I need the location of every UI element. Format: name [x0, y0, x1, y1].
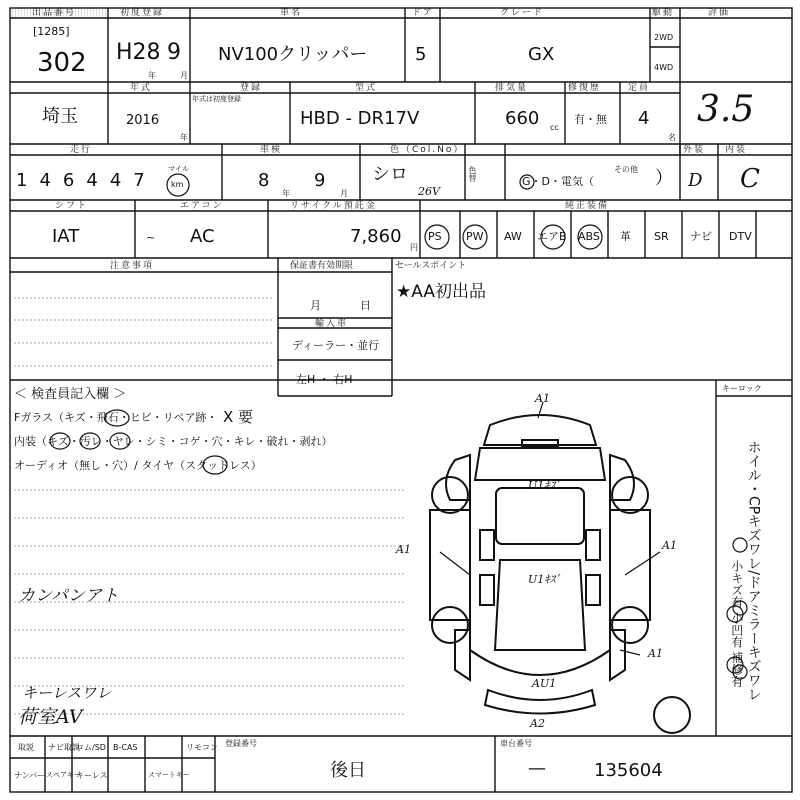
label-chassis-no: 車台番号 [500, 739, 532, 748]
inspection-month: 8 [258, 170, 270, 191]
paint-close: ） [655, 168, 673, 189]
model-code: HBD - DR17V [300, 108, 420, 129]
region-value: 埼玉 [42, 106, 78, 127]
label-sales-point: セールスポイント [395, 261, 467, 271]
equip-abs: ABS [578, 230, 600, 243]
mileage-digit: 1 [16, 170, 40, 191]
drive-2wd: 2WD [654, 33, 674, 42]
equip-ps: PS [428, 230, 442, 243]
label-grade: グレード [500, 8, 545, 18]
label-equipment: 純正装備 [565, 201, 610, 211]
label-reg-no: 登録番号 [225, 739, 257, 748]
bottom-label-plate: ナンバー [14, 771, 46, 780]
bottom-label-manual: 取説 [18, 743, 34, 752]
mileage-digit: 4 [86, 170, 110, 191]
diagram-mark-roof-rear: U1ｷｽﾞ [528, 573, 561, 586]
yen-unit: 円 [410, 243, 418, 252]
handle-side: 左H ・ 右H [296, 373, 353, 386]
aircon-mark: ~ [146, 231, 156, 244]
color-change-label: 色替 [468, 166, 477, 182]
equip-sunroof: SR [654, 230, 669, 243]
label-seats: 定員 [628, 83, 651, 93]
equip-airbag: エアB [537, 230, 567, 243]
diagram-mark-left: A1 [396, 543, 411, 556]
cc-unit: cc [550, 123, 559, 132]
diagram-mark-rear-right: A1 [648, 647, 663, 660]
bottom-label-keyless: キーレス [76, 771, 108, 780]
mileage-digit: 4 [109, 170, 134, 191]
seats-value: 4 [638, 108, 650, 129]
label-car-name: 車名 [280, 8, 303, 18]
model-year-value: 2016 [126, 113, 160, 128]
warranty-day: 日 [360, 299, 371, 312]
label-reg-year: 初度登録 [120, 8, 165, 18]
inspection-day-unit: 月 [340, 189, 348, 198]
sales-point-text: ★AA初出品 [396, 282, 486, 302]
equip-leather: 革 [620, 230, 631, 243]
mileage-mile-unit: マイル [168, 165, 189, 173]
bottom-label-bcas: B-CAS [113, 743, 138, 752]
inspection-day: 9 [314, 170, 326, 191]
reg-year-unit: 年 [148, 71, 156, 80]
mileage-digit: 7 [133, 170, 157, 191]
chassis-prefix: — [528, 758, 546, 779]
color-value: シロ [372, 164, 408, 185]
lot-bracket: [1285] [33, 25, 70, 38]
score-value: 3.5 [697, 89, 755, 130]
inspector-title: ＜ 検査員記入欄 ＞ [14, 387, 127, 402]
reg-no-value: 後日 [330, 760, 366, 781]
equip-navi: ナビ [690, 230, 712, 243]
diagram-mark-hood: A1 [535, 392, 550, 405]
label-color: 色（Col.No） [390, 145, 465, 155]
inspector-line-audio: オーディオ（無し・穴）/ タイヤ（スタッドレス） [14, 459, 262, 472]
hand-note-panel: カンパンアト [18, 586, 119, 606]
diagram-mark-roof-front: U1ｷｽﾞ [528, 479, 561, 492]
repair-history: 有・無 [574, 113, 607, 126]
import-dealer: ディーラー・並行 [292, 339, 380, 352]
lot-number: 302 [37, 48, 87, 78]
label-keylock: キーロック [722, 384, 762, 393]
label-inspection: 車検 [260, 145, 283, 155]
car-name: NV100クリッパー [218, 44, 368, 65]
bottom-label-navi-manual: ナビ取説 [48, 743, 80, 752]
diagram-mark-rear: AU1 [532, 677, 557, 690]
bottom-label-remote: リモコン [186, 743, 218, 752]
seats-unit: 名 [668, 133, 676, 142]
equip-aw: AW [504, 230, 522, 243]
label-region: 登録 [240, 83, 263, 93]
label-warranty: 保証書有効期限 [290, 261, 354, 271]
chassis-no-value: 135604 [594, 760, 663, 781]
label-lot-no: 出品番号 [32, 8, 77, 18]
label-exterior: 外装 [683, 145, 706, 155]
equip-dtv: DTV [729, 230, 752, 243]
reg-month-unit: 月 [180, 71, 188, 80]
displacement-value: 660 [505, 108, 540, 129]
drive-4wd: 4WD [654, 63, 674, 72]
label-model-type: 型式 [355, 83, 378, 93]
recycle-fee: 7,860 [350, 226, 402, 247]
reg-month: 9 [167, 40, 181, 65]
mileage-digit: 6 [62, 170, 87, 191]
interior-grade: C [740, 164, 760, 194]
side-note-wheel: ホイル・CPキズワレ/ドアミラーキズワレ [745, 440, 762, 701]
equip-pw: PW [466, 230, 484, 243]
warranty-month: 月 [310, 299, 321, 312]
label-import: 輸入車 [315, 319, 349, 329]
label-shift: シフト [55, 201, 89, 211]
bottom-label-smart-key: スマートキー [148, 771, 190, 779]
model-year-unit: 年 [180, 133, 188, 142]
label-doors: ドア [412, 8, 434, 18]
exterior-grade: D [688, 170, 703, 191]
label-history: 修復歴 [568, 83, 602, 93]
bottom-label-rom: ロム/SD [76, 743, 106, 752]
hand-note-keyless: キーレスワレ [22, 684, 112, 702]
paint-options: G・D・電気（ [522, 175, 594, 188]
inspection-month-unit: 年 [282, 189, 290, 198]
label-aircon: エアコン [180, 201, 224, 211]
label-model-year: 年式 [130, 83, 153, 93]
diagram-mark-bumper: A2 [530, 717, 545, 730]
paint-other: その他 [614, 165, 638, 174]
inspector-line-fglass: Fガラス（キズ・飛石・ヒビ・リペア跡・ [14, 411, 218, 424]
mileage-digits [16, 172, 157, 190]
hand-note-cargo: 荷室AV [18, 706, 83, 728]
label-mileage: 走行 [70, 145, 93, 155]
label-score: 評価 [708, 8, 731, 18]
doors-value: 5 [415, 44, 427, 65]
side-note-damage: 小キズ有 小凹有 補修有 [729, 560, 744, 688]
label-displacement: 排気量 [495, 83, 529, 93]
label-notes: 注意事項 [110, 261, 155, 271]
inspector-line-interior: 内装（キズ・汚レ・ヤレ・シミ・コゲ・穴・キレ・破れ・剥れ） [14, 435, 333, 448]
label-drive: 駆動 [652, 8, 675, 18]
model-year-note: 年式は初度登録 [192, 95, 241, 103]
bottom-label-spare-key: スペアキー [46, 771, 81, 779]
fglass-mark: X 要 [223, 408, 254, 426]
mileage-digit: 4 [39, 170, 63, 191]
color-code: 26V [418, 185, 440, 198]
mileage-km-unit: km [171, 180, 184, 189]
reg-era-year: H28 [116, 40, 161, 65]
grade-value: GX [528, 44, 555, 65]
shift-value: IAT [52, 226, 80, 247]
diagram-mark-right: A1 [662, 539, 677, 552]
aircon-value: AC [190, 226, 215, 247]
label-interior: 内装 [725, 145, 748, 155]
label-recycle: リサイクル預託金 [290, 201, 377, 211]
